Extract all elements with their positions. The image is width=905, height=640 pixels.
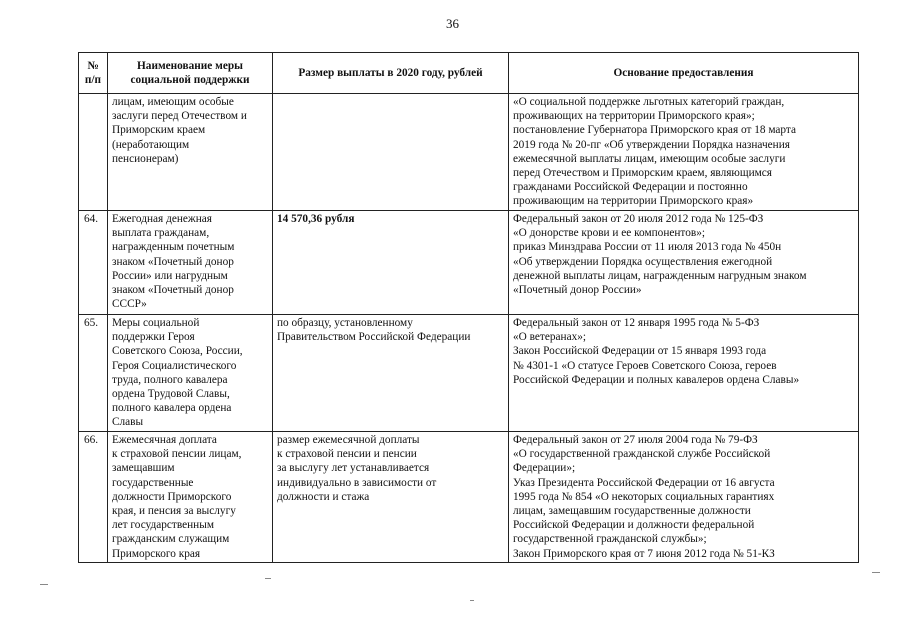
row-basis-line: Закон Приморского края от 7 июня 2012 года № 51-КЗ — [513, 547, 775, 560]
row-name-line: (неработающим — [112, 138, 190, 151]
scan-edge-mark — [40, 584, 48, 585]
row-basis-line: постановление Губернатора Приморского края от 18 марта — [513, 124, 797, 137]
row-name-line: выплата гражданам, — [112, 227, 210, 240]
row-name-line: Ежегодная денежная — [112, 213, 212, 225]
row-basis-line: денежной выплаты лицам, награжденным нагрудным знаком — [513, 269, 807, 282]
row-name-line: знаком «Почетный донор — [112, 255, 234, 268]
row-name-line: лет государственным — [112, 519, 214, 532]
row-size-line: по образцу, установленному — [277, 317, 413, 329]
row-basis-line: перед Отечеством и Приморским краем, являющимся — [513, 167, 772, 180]
row-name-line: государственные — [112, 476, 194, 489]
row-basis-line: 2019 года № 20-пг «Об утверждении Порядка назначения — [513, 138, 790, 151]
row-basis-line: Федеральный закон от 27 июля 2004 года № 79-ФЗ — [513, 434, 758, 446]
row-name-line: СССР» — [112, 298, 147, 311]
row-basis-line: Указ Президента Российской Федерации от 16 августа — [513, 476, 775, 489]
table-row — [79, 432, 859, 563]
header-number — [79, 53, 108, 94]
row-number — [79, 94, 108, 211]
row-name-line: замещавшим — [112, 462, 175, 475]
row-basis-line: лицам, замещавшим государственные должности — [513, 505, 751, 518]
scan-edge-mark — [470, 600, 474, 601]
row-basis — [509, 432, 859, 563]
row-basis — [509, 94, 859, 211]
row-basis — [509, 315, 859, 432]
row-basis-line: государственной гражданской службы»; — [513, 533, 707, 546]
row-size-line: за выслугу лет устанавливается — [277, 462, 430, 475]
row-basis-line: Федеральный закон от 20 июля 2012 года № 125-ФЗ — [513, 213, 764, 225]
row-basis-line: «О государственной гражданской службе Российской — [513, 448, 771, 461]
header-number-line: № — [87, 59, 99, 72]
row-name — [108, 432, 273, 563]
row-number: 64. — [79, 211, 108, 315]
header-name-line: социальной поддержки — [130, 74, 250, 86]
row-size-line: Правительством Российской Федерации — [277, 331, 471, 344]
row-basis-line: Федерации»; — [513, 462, 576, 475]
row-size — [273, 211, 509, 315]
row-basis-line: «О ветеранах»; — [513, 331, 587, 344]
row-basis-line: № 4301-1 «О статусе Героев Советского Союза, героев — [513, 359, 777, 372]
row-name — [108, 94, 273, 211]
row-name-line: лицам, имеющим особые — [112, 96, 234, 108]
header-number-line: п/п — [84, 74, 102, 86]
row-basis-line: проживающим на территории Приморского края» — [513, 195, 754, 208]
row-name-line: Советского Союза, России, — [112, 345, 243, 358]
row-name-line: поддержки Героя — [112, 331, 195, 344]
row-size-line: должности и стажа — [277, 490, 370, 503]
row-basis-line: Российской Федерации и полных кавалеров ордена Славы» — [513, 373, 800, 386]
table-row — [79, 94, 859, 211]
row-size-line: размер ежемесячной доплаты — [277, 434, 420, 446]
row-basis-line: «Об утверждении Порядка осуществления ежегодной — [513, 255, 773, 268]
row-basis-line: приказ Минздрава России от 11 июля 2013 года № 450н — [513, 241, 782, 254]
row-name-line: награжденным почетным — [112, 241, 235, 254]
row-name-line: края, и пенсия за выслугу — [112, 505, 236, 518]
row-name-line: к страховой пенсии лицам, — [112, 448, 242, 461]
row-name-line: России» или нагрудным — [112, 269, 228, 282]
row-basis-line: «Почетный донор России» — [513, 284, 642, 297]
row-name-line: Приморским краем — [112, 124, 206, 137]
header-basis-text: Основание предоставления — [613, 66, 754, 79]
table-row — [79, 211, 859, 315]
row-name-line: пенсионерам) — [112, 152, 179, 165]
header-name — [108, 53, 273, 94]
row-basis-line: Закон Российской Федерации от 15 января 1993 года — [513, 345, 767, 358]
row-size — [273, 315, 509, 432]
row-basis-line: ежемесячной выплаты лицам, имеющим особые заслуги — [513, 152, 786, 165]
row-basis-line: проживающих на территории Приморского края»; — [513, 110, 755, 123]
row-name-line: труда, полного кавалера — [112, 373, 228, 386]
row-name-line: ордена Трудовой Славы, — [112, 388, 230, 401]
row-name-line: должности Приморского — [112, 490, 232, 503]
row-name — [108, 211, 273, 315]
row-name-line: Славы — [112, 416, 144, 429]
page-number: 36 — [446, 16, 459, 31]
row-basis-line: Федеральный закон от 12 января 1995 года № 5-ФЗ — [513, 317, 760, 329]
table-header-row — [79, 53, 859, 94]
table-row — [79, 315, 859, 432]
header-size — [273, 53, 509, 94]
row-size — [273, 94, 509, 211]
row-size — [273, 432, 509, 563]
row-name — [108, 315, 273, 432]
row-basis — [509, 211, 859, 315]
row-number: 66. — [79, 432, 108, 563]
payment-amount: 14 570,36 рубля — [277, 213, 355, 225]
row-name-line: заслуги перед Отечеством и — [112, 110, 247, 123]
header-name-line: Наименование меры — [137, 59, 243, 72]
scan-edge-mark — [265, 578, 271, 579]
row-basis-line: «О социальной поддержке льготных категорий граждан, — [513, 96, 785, 108]
social-support-table — [78, 52, 859, 563]
row-basis-line: гражданами Российской Федерации и постоянно — [513, 181, 748, 194]
row-name-line: Героя Социалистического — [112, 359, 237, 372]
header-basis — [509, 53, 859, 94]
row-name-line: Ежемесячная доплата — [112, 434, 217, 446]
row-name-line: полного кавалера ордена — [112, 402, 232, 415]
row-name-line: знаком «Почетный донор — [112, 284, 234, 297]
row-name-line: Приморского края — [112, 547, 201, 560]
row-size-line: к страховой пенсии и пенсии — [277, 448, 417, 461]
row-size-line: индивидуально в зависимости от — [277, 476, 437, 489]
header-size-text: Размер выплаты в 2020 году, рублей — [298, 66, 483, 79]
scan-edge-mark — [872, 572, 880, 573]
row-basis-line: «О донорстве крови и ее компонентов»; — [513, 227, 705, 240]
row-number: 65. — [79, 315, 108, 432]
row-basis-line: 1995 года № 854 «О некоторых социальных гарантиях — [513, 490, 775, 503]
row-name-line: Меры социальной — [112, 317, 200, 329]
row-name-line: гражданским служащим — [112, 533, 230, 546]
row-basis-line: Российской Федерации и должности федеральной — [513, 519, 755, 532]
